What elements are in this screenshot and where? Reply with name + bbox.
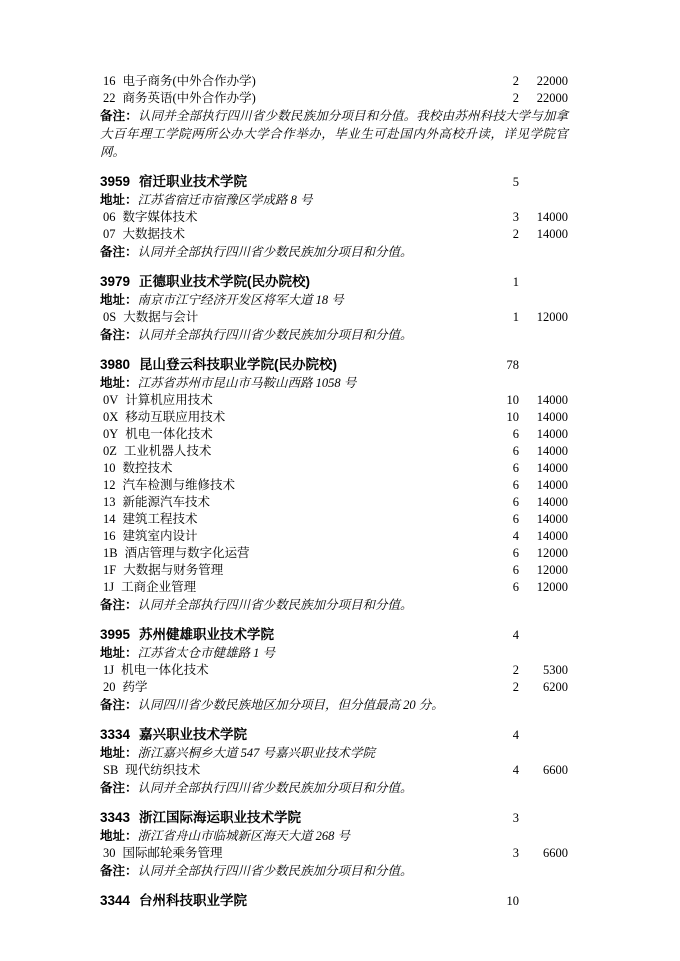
major-row (100, 511, 568, 528)
major-row (100, 494, 568, 511)
address-value: 南京市江宁经济开发区将军大道 18 号 (137, 293, 344, 307)
major-row-main (100, 309, 485, 326)
school-section (100, 891, 568, 911)
school-name: 苏州健雄职业技术学院 (139, 627, 275, 642)
major-code: 13 (103, 495, 116, 509)
note-label: 备注： (100, 781, 138, 795)
major-code: 30 (103, 846, 116, 860)
address-row (100, 828, 568, 845)
major-fee: 12000 (536, 546, 568, 560)
note-text: 认同并全部执行四川省少数民族加分项目和分值。 (137, 598, 413, 612)
major-fee: 14000 (536, 461, 568, 475)
note-row (100, 596, 568, 614)
majors-list (100, 845, 568, 862)
school-name: 浙江国际海运职业技术学院 (139, 810, 302, 825)
major-row (100, 409, 568, 426)
school-code: 3959 (100, 174, 131, 189)
major-row (100, 309, 568, 326)
major-row-main (100, 409, 485, 426)
major-name: 数字媒体技术 (122, 210, 198, 224)
major-count: 6 (512, 478, 519, 492)
address-label: 地址： (100, 646, 138, 660)
school-total-count: 4 (512, 628, 519, 642)
note-text: 认同并全部执行四川省少数民族加分项目和分值。 (137, 781, 413, 795)
school-header-main (100, 172, 485, 191)
major-name: 大数据与会计 (123, 310, 199, 324)
note-row (100, 243, 568, 261)
major-row (100, 477, 568, 494)
school-section (100, 172, 568, 261)
major-name: 数控技术 (122, 461, 173, 475)
majors-list (100, 762, 568, 779)
major-name: 酒店管理与数字化运营 (124, 546, 250, 560)
note-text: 认同四川省少数民族地区加分项目，但分值最高 20 分。 (137, 698, 444, 712)
major-code: 0Y (103, 427, 119, 441)
address-value: 浙江嘉兴桐乡大道 547 号嘉兴职业技术学院 (137, 746, 376, 760)
major-count: 4 (512, 529, 519, 543)
major-row-main (100, 392, 485, 409)
major-fee: 14000 (536, 393, 568, 407)
major-row-main (100, 460, 485, 477)
majors-list (100, 309, 568, 326)
major-name: 现代纺织技术 (125, 763, 201, 777)
major-fee: 5300 (543, 663, 568, 677)
address-value: 江苏省宿迁市宿豫区学成路 8 号 (137, 193, 313, 207)
major-fee: 6600 (543, 846, 568, 860)
major-count: 6 (512, 495, 519, 509)
address-label: 地址： (100, 829, 138, 843)
major-row-main (100, 511, 485, 528)
major-count: 1 (512, 310, 519, 324)
address-value: 江苏省苏州市昆山市马鞍山西路 1058 号 (137, 376, 357, 390)
school-total-count: 10 (506, 894, 519, 908)
address-value: 江苏省太仓市健雄路 1 号 (137, 646, 276, 660)
major-code: 06 (103, 210, 116, 224)
major-count: 6 (512, 563, 519, 577)
major-fee: 14000 (536, 444, 568, 458)
major-name: 药学 (122, 680, 148, 694)
address-row (100, 645, 568, 662)
major-name: 汽车检测与维修技术 (122, 478, 236, 492)
major-code: 12 (103, 478, 116, 492)
major-count: 6 (512, 444, 519, 458)
address-value: 浙江省舟山市临城新区海天大道 268 号 (137, 829, 351, 843)
school-header-row (100, 808, 568, 828)
major-code: 0Z (103, 444, 117, 458)
major-fee: 14000 (536, 529, 568, 543)
major-row (100, 662, 568, 679)
major-row (100, 73, 568, 90)
school-header-main (100, 808, 485, 827)
school-total-count: 4 (512, 728, 519, 742)
major-row-main (100, 226, 485, 243)
address-label: 地址： (100, 746, 138, 760)
note-row (100, 696, 568, 714)
school-section (100, 355, 568, 614)
major-name: 国际邮轮乘务管理 (122, 846, 223, 860)
major-fee: 6200 (543, 680, 568, 694)
major-row (100, 845, 568, 862)
school-code: 3344 (100, 893, 131, 908)
major-fee: 14000 (536, 512, 568, 526)
school-header-row (100, 725, 568, 745)
major-row (100, 528, 568, 545)
majors-list (100, 209, 568, 243)
major-row-main (100, 562, 485, 579)
school-header-row (100, 355, 568, 375)
school-header-row (100, 625, 568, 645)
major-row (100, 562, 568, 579)
majors-list (100, 73, 568, 107)
major-fee: 6600 (543, 763, 568, 777)
note-row (100, 326, 568, 344)
school-section (100, 808, 568, 880)
address-label: 地址： (100, 376, 138, 390)
major-code: 22 (103, 91, 116, 105)
major-count: 3 (512, 846, 519, 860)
major-row (100, 545, 568, 562)
school-header-main (100, 355, 485, 374)
major-row-main (100, 845, 485, 862)
major-fee: 22000 (536, 74, 568, 88)
major-row (100, 392, 568, 409)
major-count: 6 (512, 512, 519, 526)
major-code: 16 (103, 74, 116, 88)
major-code: 20 (103, 680, 116, 694)
school-header-row (100, 891, 568, 911)
school-code: 3980 (100, 357, 131, 372)
address-row (100, 745, 568, 762)
major-fee: 14000 (536, 210, 568, 224)
major-name: 机电一体化技术 (121, 663, 209, 677)
major-fee: 22000 (536, 91, 568, 105)
page-content (100, 73, 568, 911)
major-fee: 12000 (536, 580, 568, 594)
note-text: 认同并全部执行四川省少数民族加分项目和分值。 (137, 328, 413, 342)
school-code: 3334 (100, 727, 131, 742)
major-row-main (100, 90, 485, 107)
major-fee: 14000 (536, 478, 568, 492)
major-name: 建筑室内设计 (122, 529, 198, 543)
school-section (100, 625, 568, 714)
major-name: 新能源汽车技术 (122, 495, 211, 509)
note-label: 备注： (100, 245, 138, 259)
major-fee: 14000 (536, 227, 568, 241)
school-header-main (100, 272, 485, 291)
major-row-main (100, 477, 485, 494)
major-row (100, 579, 568, 596)
major-row (100, 209, 568, 226)
major-count: 2 (512, 227, 519, 241)
major-row (100, 443, 568, 460)
major-code: 07 (103, 227, 116, 241)
address-row (100, 292, 568, 309)
school-section (100, 73, 568, 161)
majors-list (100, 392, 568, 596)
address-label: 地址： (100, 293, 138, 307)
major-row-main (100, 528, 485, 545)
note-row (100, 862, 568, 880)
school-name: 台州科技职业学院 (139, 893, 248, 908)
major-count: 6 (512, 461, 519, 475)
major-count: 2 (512, 74, 519, 88)
major-name: 工商企业管理 (121, 580, 197, 594)
major-code: 1J (103, 580, 115, 594)
majors-list (100, 662, 568, 696)
major-name: 计算机应用技术 (125, 393, 213, 407)
major-code: 10 (103, 461, 116, 475)
major-code: 0S (103, 310, 117, 324)
note-label: 备注： (100, 328, 138, 342)
address-label: 地址： (100, 193, 138, 207)
note-row (100, 779, 568, 797)
major-row-main (100, 443, 485, 460)
major-count: 6 (512, 580, 519, 594)
major-name: 移动互联应用技术 (125, 410, 226, 424)
major-code: 1F (103, 563, 117, 577)
major-row-main (100, 579, 485, 596)
major-name: 商务英语(中外合作办学) (122, 91, 256, 105)
major-fee: 14000 (536, 427, 568, 441)
major-count: 2 (512, 680, 519, 694)
school-header-row (100, 172, 568, 192)
address-row (100, 375, 568, 392)
major-row-main (100, 545, 485, 562)
major-count: 6 (512, 546, 519, 560)
school-code: 3995 (100, 627, 131, 642)
major-row (100, 460, 568, 477)
major-fee: 12000 (536, 563, 568, 577)
note-text: 认同并全部执行四川省少数民族加分项目和分值。我校由苏州科技大学与加拿大百年理工学院两所公办大学合作举办，毕业生可赴国内外高校升读，详见学院官网。 (100, 109, 568, 159)
note-text: 认同并全部执行四川省少数民族加分项目和分值。 (137, 245, 413, 259)
school-total-count: 5 (512, 175, 519, 189)
major-name: 机电一体化技术 (125, 427, 213, 441)
major-fee: 14000 (536, 495, 568, 509)
major-name: 建筑工程技术 (122, 512, 198, 526)
major-fee: 12000 (536, 310, 568, 324)
major-count: 10 (506, 393, 519, 407)
major-row (100, 226, 568, 243)
note-label: 备注： (100, 109, 138, 123)
major-row (100, 90, 568, 107)
major-code: 16 (103, 529, 116, 543)
note-text: 认同并全部执行四川省少数民族加分项目和分值。 (137, 864, 413, 878)
note-label: 备注： (100, 598, 138, 612)
major-code: 0V (103, 393, 119, 407)
school-header-main (100, 725, 485, 744)
school-total-count: 3 (512, 811, 519, 825)
school-total-count: 1 (512, 275, 519, 289)
major-count: 6 (512, 427, 519, 441)
address-row (100, 192, 568, 209)
major-row-main (100, 762, 485, 779)
major-row (100, 426, 568, 443)
major-code: 14 (103, 512, 116, 526)
major-count: 3 (512, 210, 519, 224)
school-header-main (100, 891, 485, 910)
school-name: 宿迁职业技术学院 (139, 174, 248, 189)
major-code: 1B (103, 546, 118, 560)
major-count: 2 (512, 663, 519, 677)
school-header-row (100, 272, 568, 292)
major-name: 电子商务(中外合作办学) (122, 74, 256, 88)
major-row-main (100, 73, 485, 90)
major-name: 大数据与财务管理 (123, 563, 224, 577)
major-row-main (100, 662, 485, 679)
major-name: 工业机器人技术 (123, 444, 212, 458)
school-section (100, 725, 568, 797)
major-name: 大数据技术 (122, 227, 186, 241)
major-code: 1J (103, 663, 115, 677)
note-label: 备注： (100, 864, 138, 878)
major-row (100, 762, 568, 779)
school-name: 昆山登云科技职业学院(民办院校) (139, 357, 338, 372)
school-name: 嘉兴职业技术学院 (139, 727, 248, 742)
major-code: 0X (103, 410, 119, 424)
major-count: 2 (512, 91, 519, 105)
school-code: 3979 (100, 274, 131, 289)
major-row-main (100, 679, 485, 696)
major-fee: 14000 (536, 410, 568, 424)
note-label: 备注： (100, 698, 138, 712)
school-code: 3343 (100, 810, 131, 825)
major-row-main (100, 209, 485, 226)
major-count: 10 (506, 410, 519, 424)
note-row (100, 107, 568, 161)
major-row (100, 679, 568, 696)
major-code: SB (103, 763, 119, 777)
school-section (100, 272, 568, 344)
school-total-count: 78 (506, 358, 519, 372)
school-name: 正德职业技术学院(民办院校) (139, 274, 311, 289)
major-row-main (100, 426, 485, 443)
major-count: 4 (512, 763, 519, 777)
school-header-main (100, 625, 485, 644)
major-row-main (100, 494, 485, 511)
